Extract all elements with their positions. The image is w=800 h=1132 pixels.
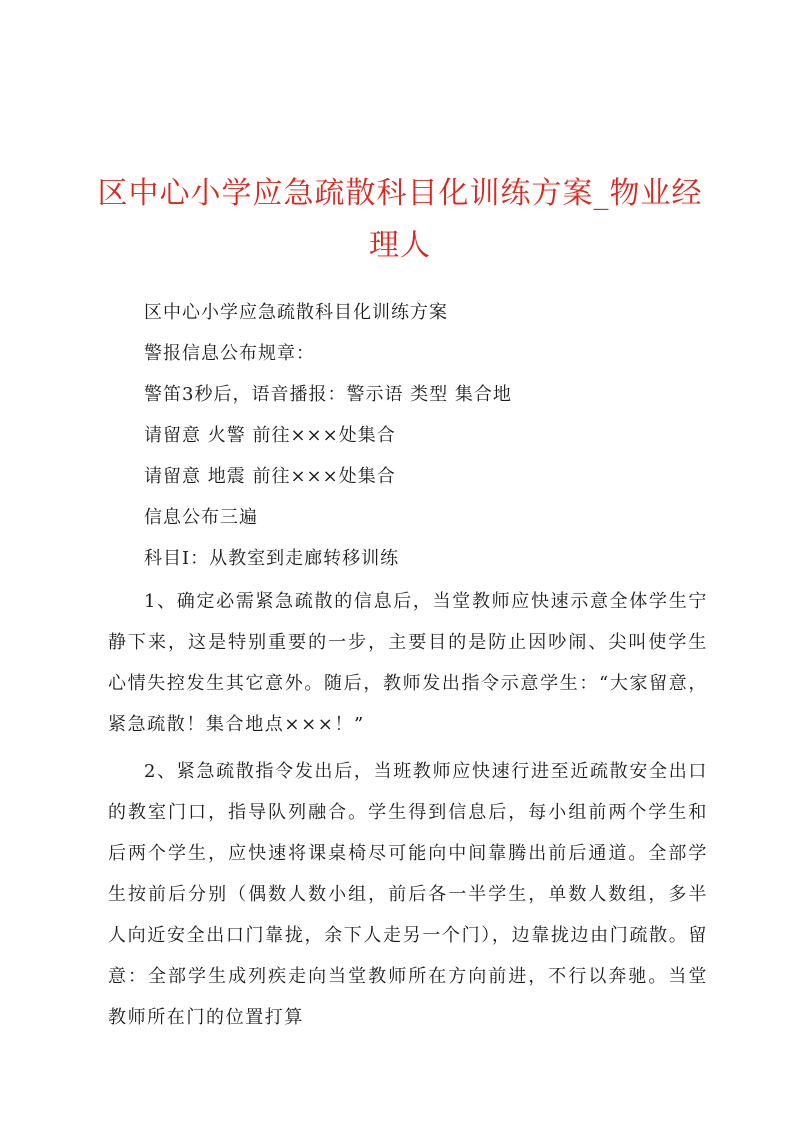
broadcast-repeat-line: 信息公布三遍 <box>144 507 258 528</box>
document-title: 区中心小学应急疏散科目化训练方案_物业经理人 <box>97 176 703 263</box>
earthquake-assembly-line: 请留意 地震 前往×××处集合 <box>144 466 396 487</box>
fire-assembly-line: 请留意 火警 前往×××处集合 <box>144 425 396 446</box>
document-body <box>108 292 708 1038</box>
paragraph-step-1: 1、确定必需紧急疏散的信息后，当堂教师应快速示意全体学生宁静下来，这是特别重要的一步，主要目的是防止因吵闹、尖叫使学生心情失控发生其它意外。随后，教师发出指令示意学生：“大家留意，紧急疏散！集合地点×××！” <box>108 591 708 735</box>
subtitle-line: 区中心小学应急疏散科目化训练方案 <box>144 302 448 323</box>
alarm-rule-line: 警笛3秒后，语音播报：警示语 类型 集合地 <box>144 384 512 405</box>
alarm-rules-heading: 警报信息公布规章： <box>144 343 315 364</box>
section-heading: 科目Ⅰ：从教室到走廊转移训练 <box>144 548 400 569</box>
paragraph-step-2: 2、紧急疏散指令发出后，当班教师应快速行进至近疏散安全出口的教室门口，指导队列融合。学生得到信息后，每小组前两个学生和后两个学生，应快速将课桌椅尽可能向中间靠腾出前后通道。全部学生按前后分别（偶数人数小组，前后各一半学生，单数人数组，多半人向近安全出口门靠拢，余下人走另一个门），边靠拢边由门疏散。留意：全部学生成列疾走向当堂教师所在方向前进，不行以奔驰。当堂教师所在门的位置打算 <box>108 761 708 1028</box>
